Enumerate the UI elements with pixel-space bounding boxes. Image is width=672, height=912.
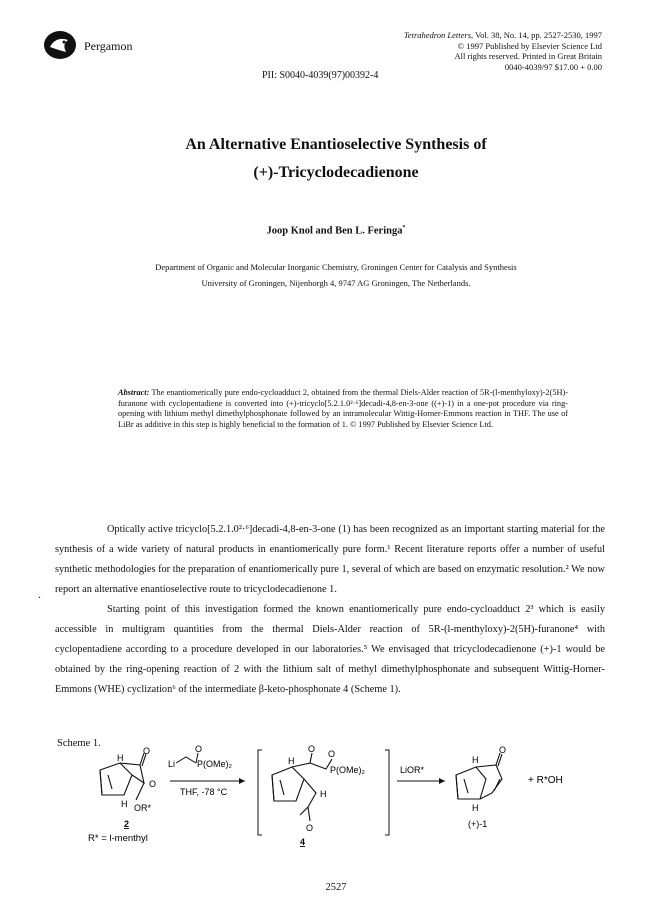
corresponding-mark: * [402,225,406,231]
compound-4-label: 4 [300,837,306,847]
price-line: 0040-4039/97 $17.00 + 0.00 [504,61,602,72]
journal-volume: , Vol. 38, No. 14, pp. 2527-2530, 1997 [471,30,602,40]
pergamon-logo [40,30,82,60]
condition-1: THF, -78 °C [180,787,228,797]
scheme-label: Scheme 1. [57,738,101,749]
product-oxygen: O [499,745,507,755]
compound-4-po-oxygen: O [328,749,336,759]
product-h-bottom: H [472,803,479,813]
reagent-chain [176,757,196,763]
bracket-right [385,750,389,835]
reagent-2: LiOR* [400,765,425,775]
reagent-phosphonate: P(OMe)₂ [197,759,232,769]
compound-2-h-bottom: H [121,799,128,809]
title-line-1: An Alternative Enantioselective Synthesis of [185,136,487,153]
copyright-line: © 1997 Published by Elsevier Science Ltd [457,40,602,51]
paragraph-2: Starting point of this investigation formed the known enantiomerically pure endo-cycloadduct 2³ which is easily accessible in multigram quantities from the thermal Diels-Alder reaction of 5R-(l-menthyloxy)-2(5H)-furanone⁴ with cyclopentadiene according to a procedure developed in our laboratories.⁵ We envisaged that tricyclodecadienone (+)-1 would be obtained by the ring-opening reaction of 2 with the lithium salt of methyl dimethylphosphonate and subsequent Wittig-Horner-Emmons (WHE) cyclization⁶ of the intermediate β-keto-phosphonate 4 (Scheme 1). [55,604,605,695]
product-label: (+)-1 [468,819,488,829]
compound-4-oxygen-bottom: O [306,823,314,833]
byproduct-methanol: + R*OH [528,775,563,786]
bracket-left [258,750,262,835]
compound-2-label: 2 [124,819,130,829]
page-number: 2527 [325,882,347,893]
author-names: Joop Knol and Ben L. Feringa [266,225,403,237]
publisher-name: Pergamon [84,39,133,53]
abstract-label: Abstract: [118,388,150,397]
title-line-2: (+)-Tricyclodecadienone [253,164,419,181]
compound-2-ring-oxygen: O [149,779,157,789]
reagent-lithium: Li [168,759,176,769]
authors [0,225,672,237]
compound-2-or-group: OR* [134,803,152,813]
affiliation-line-2: University of Groningen, Nijenborgh 4, 9747 AG Groningen, The Netherlands. [201,278,471,288]
compound-2-oxygen: O [143,746,151,756]
compound-4-phosphonate: P(OMe)₂ [330,765,365,775]
journal-citation [342,30,602,72]
compound-2-h-top: H [117,753,124,763]
compound-4-oxygen-top: O [308,745,316,754]
abstract [118,388,568,430]
reaction-scheme [40,745,640,855]
product-h-top: H [472,755,479,765]
paragraph-1: Optically active tricyclo[5.2.1.0²·⁶]decadi-4,8-en-3-one (1) has been recognized as an important starting material for the synthesis of a wide variety of natural products in enantiomerically pure form.¹ Recent literature reports offer a number of useful synthetic methodologies for the preparation of enantiomerically pure 1, several of which are based on enzymatic resolution.² We now report an alternative enantioselective route to tricyclodecadienone 1. [55,524,605,595]
rights-line: All rights reserved. Printed in Great Britain [454,51,602,61]
body-text [55,520,605,700]
journal-name: Tetrahedron Letters [403,30,472,40]
reaction-arrow-1-head [239,778,245,784]
affiliation-line-1: Department of Organic and Molecular Inorganic Chemistry, Groningen Center for Catalysis and Synthesis [155,262,517,272]
product-1-structure [456,753,502,799]
reaction-arrow-2-head [439,778,445,784]
r-star-definition: R* = l-menthyl [88,833,148,844]
compound-4-structure [272,753,332,821]
compound-4-h-top: H [288,756,295,766]
pii-identifier: PII: S0040-4039(97)00392-4 [262,70,379,81]
compound-4-h-right: H [320,789,327,799]
abstract-text: The enantiomerically pure endo-cycloadduct 2, obtained from the thermal Diels-Alder reaction of 5R-(l-menthyloxy)-2(5H)-furanone with cyclopentadiene is converted into (+)-tricyclo[5.2.1.0²·⁶]decadi-4,8-en-3-one ((+)-1) in a one-pot procedure via ring-opening with lithium methyl dimethylphosphonate followed by an intramolecular Wittig-Horner-Emmons reaction in THF. The use of LiBr as additive in this step is highly beneficial to the formation of 1. © 1997 Published by Elsevier Science Ltd. [118,388,568,429]
reagent-1-oxygen: O [195,745,203,754]
margin-mark: . [38,587,41,601]
